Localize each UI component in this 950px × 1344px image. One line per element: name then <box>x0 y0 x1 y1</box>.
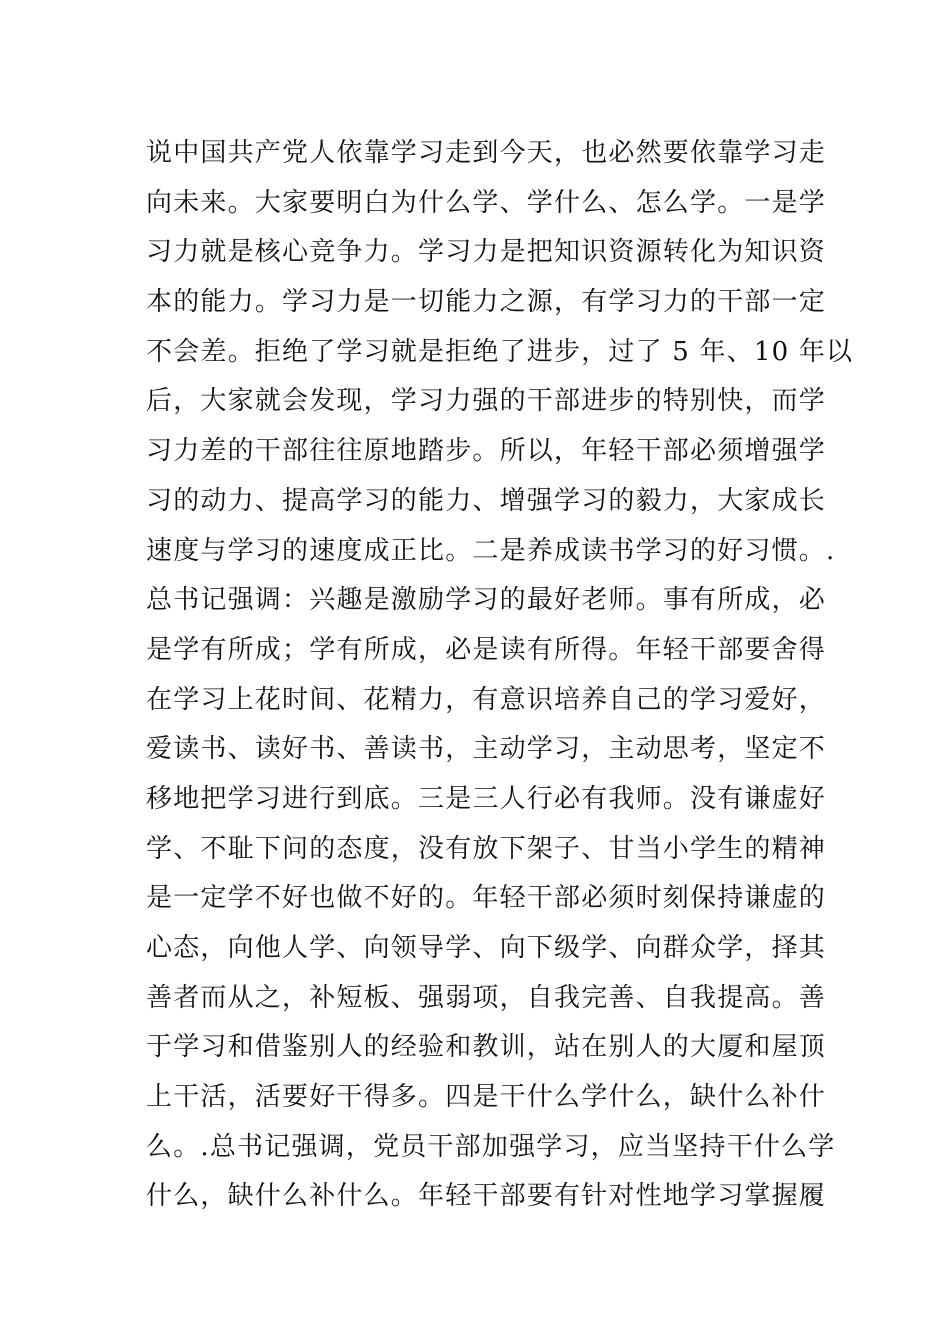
text-line: 本的能力。学习力是一切能力之源，有学习力的干部一定 <box>146 287 827 318</box>
text-line: 后，大家就会发现，学习力强的干部进步的特别快，而学 <box>146 386 827 417</box>
text-line: 是学有所成；学有所成，必是读有所得。年轻干部要舍得 <box>146 634 827 665</box>
text-line: 是一定学不好也做不好的。年轻干部必须时刻保持谦虚的 <box>146 883 827 914</box>
text-line: 心态，向他人学、向领导学、向下级学、向群众学，择其 <box>146 933 827 963</box>
text-line: 什么，缺什么补什么。年轻干部要有针对性地学习掌握履 <box>146 1181 827 1212</box>
body-text <box>146 129 854 1222</box>
text-line: 不会差。拒绝了学习就是拒绝了进步，过了 5 年、10 年以 <box>146 336 854 367</box>
text-line: 善者而从之，补短板、强弱项，自我完善、自我提高。善 <box>146 982 827 1013</box>
text-line: 移地把学习进行到底。三是三人行必有我师。没有谦虚好 <box>146 783 827 814</box>
text-line: 习力差的干部往往原地踏步。所以，年轻干部必须增强学 <box>146 436 827 467</box>
text-line: 学、不耻下问的态度，没有放下架子、甘当小学生的精神 <box>146 833 827 864</box>
text-line: 上干活，活要好干得多。四是干什么学什么，缺什么补什 <box>146 1082 827 1113</box>
text-line: 在学习上花时间、花精力，有意识培养自己的学习爱好， <box>146 684 827 715</box>
text-line: 说中国共产党人依靠学习走到今天，也必然要依靠学习走 <box>146 138 827 168</box>
text-line: 总书记强调：兴趣是激励学习的最好老师。事有所成，必 <box>146 585 827 616</box>
text-line: 向未来。大家要明白为什么学、学什么、怎么学。一是学 <box>146 187 827 218</box>
text-line: 么。.总书记强调，党员干部加强学习，应当坚持干什么学 <box>146 1131 836 1162</box>
text-line: 习力就是核心竞争力。学习力是把知识资源转化为知识资 <box>146 237 827 268</box>
text-line: 爱读书、读好书、善读书，主动学习，主动思考，坚定不 <box>146 734 827 765</box>
text-line: 于学习和借鉴别人的经验和教训，站在别人的大厦和屋顶 <box>146 1032 827 1063</box>
text-line: 速度与学习的速度成正比。二是养成读书学习的好习惯。. <box>146 535 836 566</box>
text-line: 习的动力、提高学习的能力、增强学习的毅力，大家成长 <box>146 485 827 516</box>
